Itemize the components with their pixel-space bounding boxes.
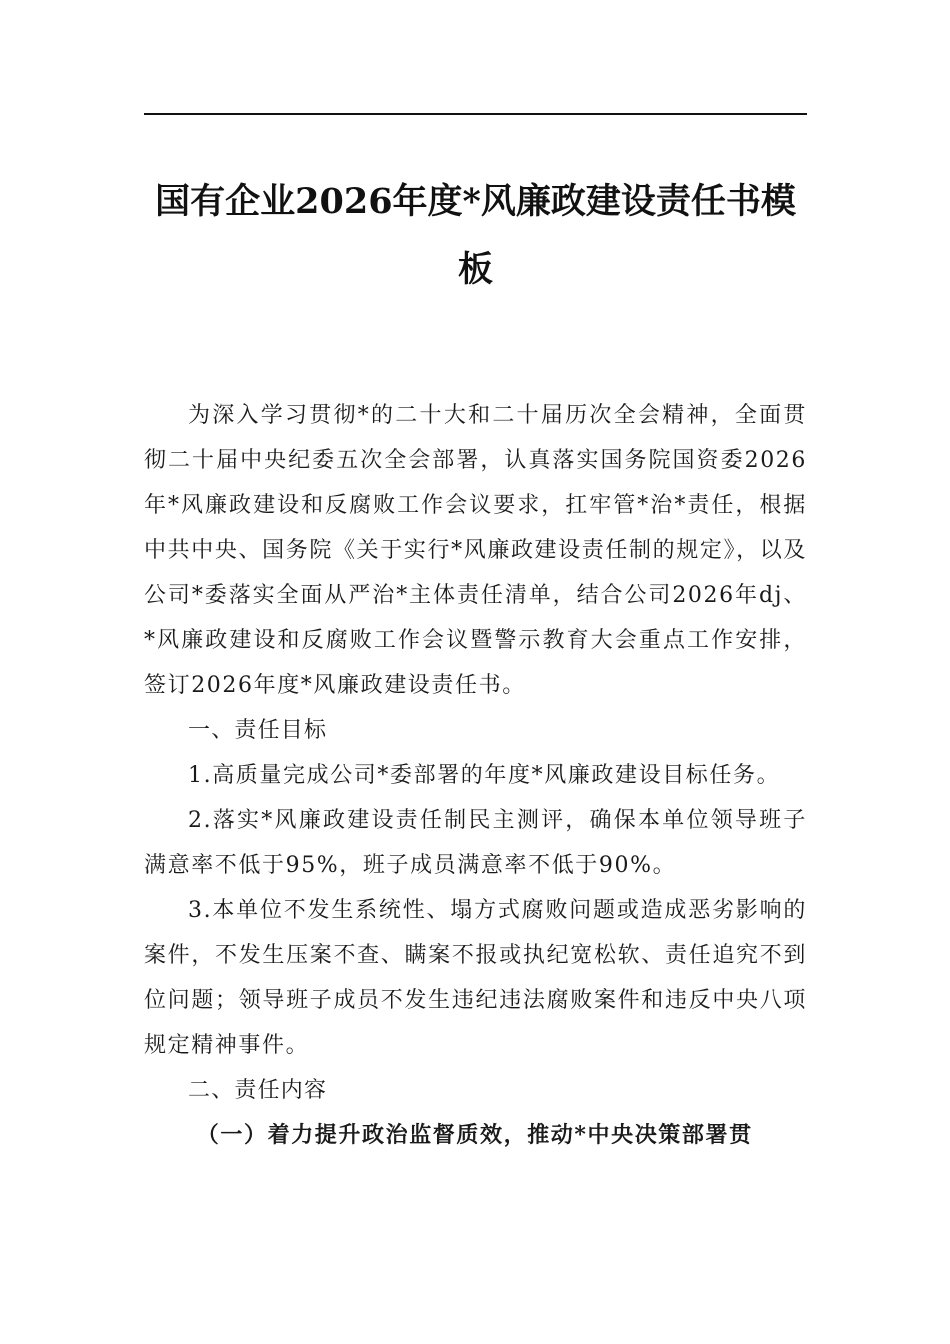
intro-paragraph: 为深入学习贯彻*的二十大和二十届历次全会精神，全面贯彻二十届中央纪委五次全会部署，认真落实国务院国资委2026年*风廉政建设和反腐败工作会议要求，扛牢管*治*责任，根据中共中央、国务院《关于实行*风廉政建设责任制的规定》，以及公司*委落实全面从严治*主体责任清单，结合公司2026年dj、*风廉政建设和反腐败工作会议暨警示教育大会重点工作安排，签订2026年度*风廉政建设责任书。: [144, 403, 807, 698]
document-body: [144, 393, 807, 1158]
header-rule: [144, 113, 807, 115]
document-title: 国有企业2026年度*风廉政建设责任书模板: [155, 181, 796, 290]
target-item-1: 1.高质量完成公司*委部署的年度*风廉政建设目标任务。: [188, 763, 781, 788]
target-item-3: 3.本单位不发生系统性、塌方式腐败问题或造成恶劣影响的案件，不发生压案不查、瞒案不报或执纪宽松软、责任追究不到位问题；领导班子成员不发生违纪违法腐败案件和违反中央八项规定精神事件。: [144, 898, 807, 1058]
section-heading-targets: 一、责任目标: [188, 718, 328, 743]
section-heading-content: 二、责任内容: [188, 1078, 328, 1103]
target-item-2: 2.落实*风廉政建设责任制民主测评，确保本单位领导班子满意率不低于95%，班子成员满意率不低于90%。: [144, 808, 807, 878]
content-subheading-1: （一）着力提升政治监督质效，推动*中央决策部署贯: [196, 1122, 753, 1148]
